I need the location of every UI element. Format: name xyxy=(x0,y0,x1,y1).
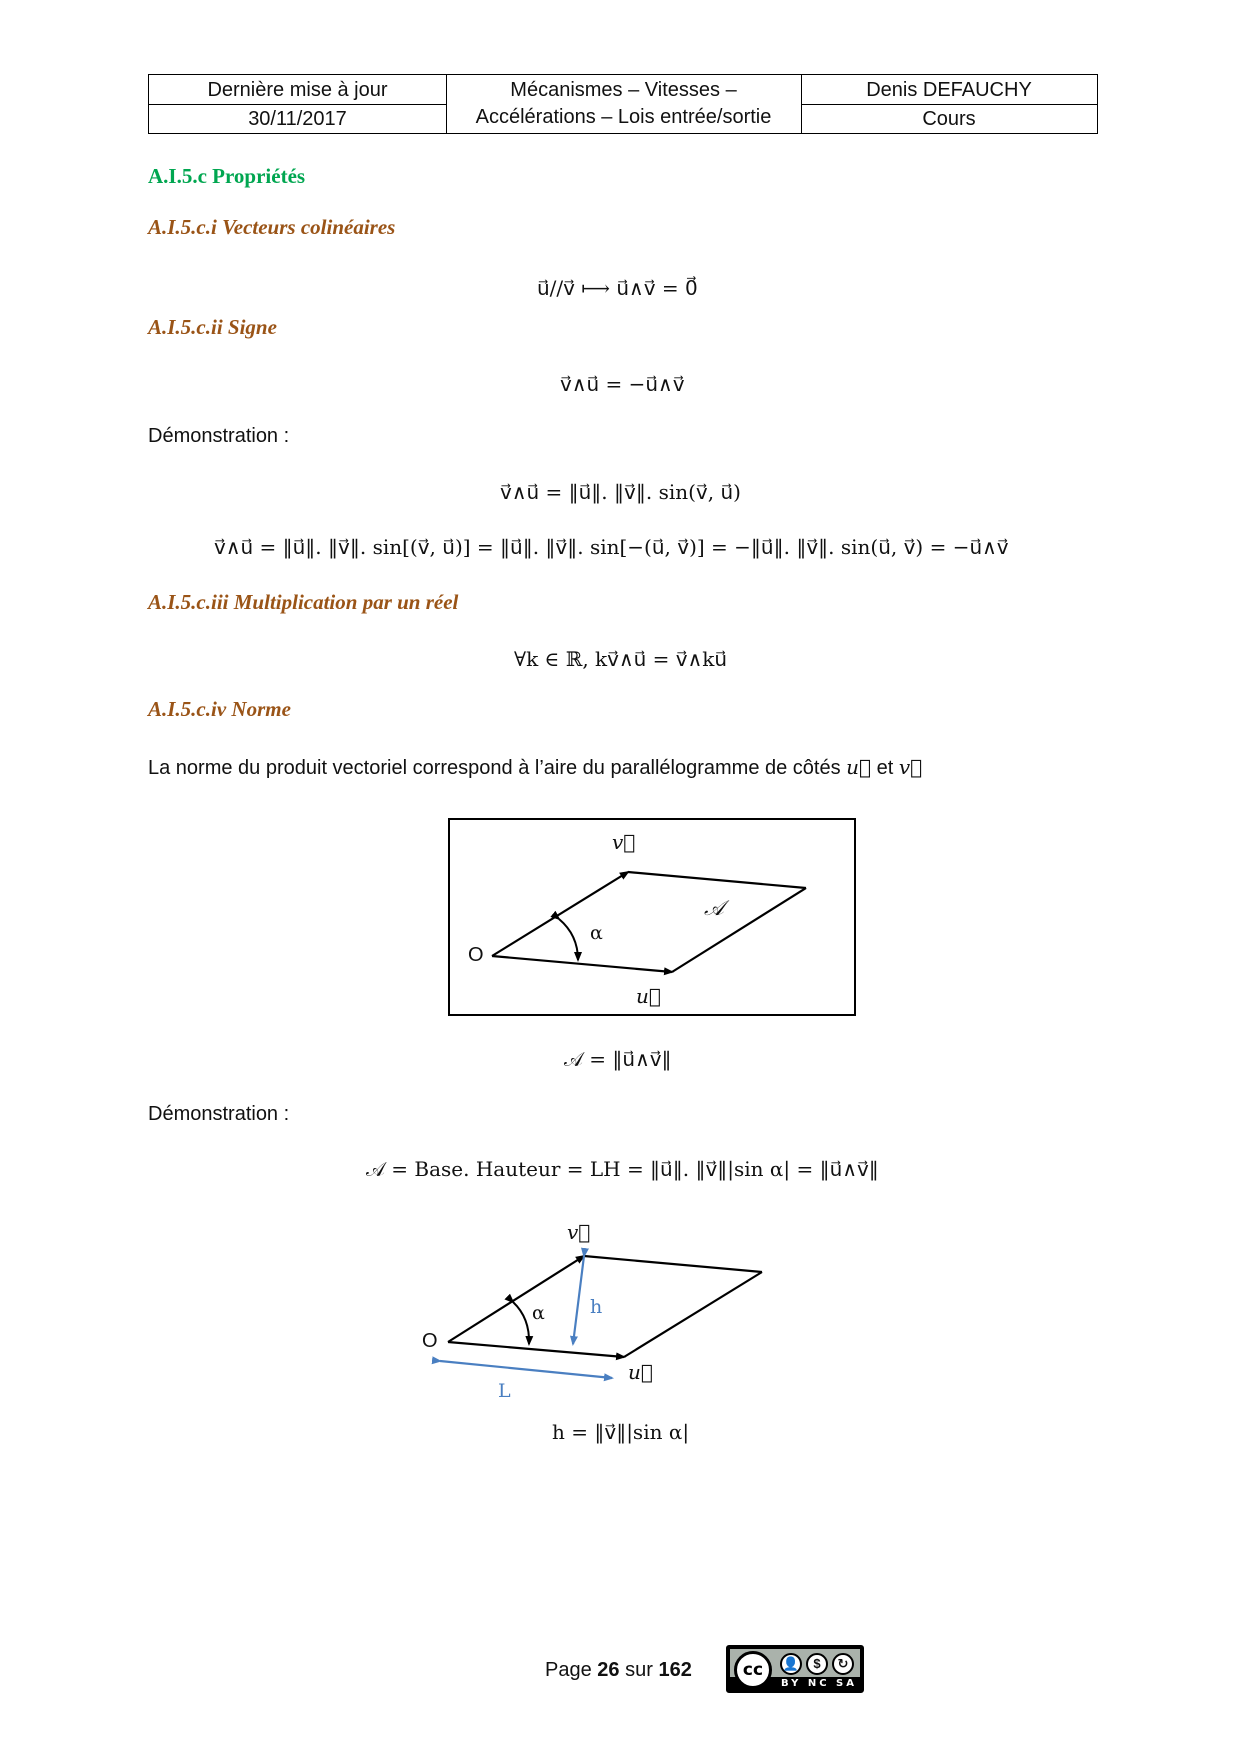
colinear-equation: u⃗//v⃗ ⟼ u⃗∧v⃗ = 0⃗ xyxy=(537,276,698,300)
area-equation: 𝒜 = ‖u⃗∧v⃗‖ xyxy=(564,1047,672,1071)
sign-demo-equation-1: v⃗∧u⃗ = ‖u⃗‖. ‖v⃗‖. sin(v⃗, u⃗) xyxy=(500,480,741,504)
vector-v-label: v⃗ xyxy=(898,755,923,779)
page-label: Page xyxy=(545,1659,592,1681)
last-update-label: Dernière mise à jour xyxy=(207,79,388,101)
demo-label: Démonstration : xyxy=(148,425,290,447)
sharealike-icon: ↻ xyxy=(832,1653,854,1675)
scalar-equation: ∀k ∈ ℝ, kv⃗∧u⃗ = v⃗∧ku⃗ xyxy=(514,647,728,671)
height-diagram xyxy=(410,1220,780,1420)
header-divider xyxy=(149,104,446,105)
subsection-title-norm: A.I.5.c.iv Norme xyxy=(148,697,291,721)
norm-description-text: La norme du produit vectoriel correspond à l’aire du parallélogramme de côtés xyxy=(148,757,841,779)
figure2-label-u: u⃗ xyxy=(628,1360,653,1384)
page-footer xyxy=(545,1659,692,1682)
page-of-label: sur xyxy=(625,1659,653,1681)
header-divider xyxy=(801,104,1097,105)
update-date: 30/11/2017 xyxy=(248,108,347,130)
figure1-label-origin: O xyxy=(468,944,484,966)
parallelogram-right-side xyxy=(672,888,806,972)
height-figure xyxy=(410,1220,780,1420)
sign-demo-equation-2: v⃗∧u⃗ = ‖u⃗‖. ‖v⃗‖. sin[(v⃗, u⃗)] = ‖u⃗‖. ‖v⃗‖. sin[−(u⃗, v⃗)] = −‖u⃗‖. ‖v⃗‖. sin(u⃗, v⃗) = −u⃗∧v⃗ xyxy=(214,535,1009,559)
license-badge xyxy=(726,1645,864,1693)
attribution-icon: 👤 xyxy=(780,1653,802,1675)
course-title-line1: Mécanismes – Vitesses – xyxy=(510,79,737,101)
vector-u-arrow xyxy=(492,956,672,972)
figure2-label-h: h xyxy=(590,1296,603,1318)
figure1-label-u: u⃗ xyxy=(636,984,661,1008)
document-type: Cours xyxy=(922,108,976,130)
figure1-label-alpha: α xyxy=(590,922,603,944)
subsection-title-colinear: A.I.5.c.i Vecteurs colinéaires xyxy=(148,215,396,239)
noncommercial-icon: $ xyxy=(806,1653,828,1675)
figure1-label-v: v⃗ xyxy=(612,830,636,854)
angle-arc xyxy=(559,919,578,960)
area-demo-equation: 𝒜 = Base. Hauteur = LH = ‖u⃗‖. ‖v⃗‖|sin α| = ‖u⃗∧v⃗‖ xyxy=(366,1157,879,1181)
figure2-label-alpha: α xyxy=(532,1302,545,1324)
figure2-label-base: L xyxy=(498,1380,511,1402)
vector-u-arrow xyxy=(448,1342,624,1357)
height-equation: h = ‖v⃗‖|sin α| xyxy=(552,1420,690,1444)
parallelogram-right-side xyxy=(624,1272,762,1357)
figure2-label-origin: O xyxy=(422,1330,438,1352)
norm-description xyxy=(148,755,922,780)
figure1-label-area: 𝒜 xyxy=(704,896,724,920)
figure2-label-v: v⃗ xyxy=(567,1220,591,1244)
vector-v-arrow xyxy=(492,872,628,956)
subsection-title-scalar: A.I.5.c.iii Multiplication par un réel xyxy=(148,590,459,614)
license-terms: BY NC SA xyxy=(781,1678,857,1689)
angle-arc xyxy=(513,1302,529,1344)
base-length-arrow xyxy=(440,1361,612,1378)
sign-equation: v⃗∧u⃗ = −u⃗∧v⃗ xyxy=(560,372,685,396)
parallelogram-top-side xyxy=(628,872,806,888)
parallelogram-figure xyxy=(448,818,856,1016)
parallelogram-top-side xyxy=(584,1256,762,1272)
subsection-title-sign: A.I.5.c.ii Signe xyxy=(148,315,277,339)
page-number: 26 xyxy=(597,1659,620,1681)
conjunction-text: et xyxy=(876,757,894,779)
section-title: A.I.5.c Propriétés xyxy=(148,164,306,188)
header-table xyxy=(148,74,1098,134)
page-total: 162 xyxy=(658,1659,692,1681)
vector-u-label: u⃗ xyxy=(846,755,872,779)
creative-commons-icon: cc xyxy=(734,1651,772,1689)
height-arrow xyxy=(573,1256,584,1344)
demo-label-2: Démonstration : xyxy=(148,1103,290,1125)
vector-v-arrow xyxy=(448,1256,584,1342)
author-name: Denis DEFAUCHY xyxy=(866,79,1032,101)
course-title-line2: Accélérations – Lois entrée/sortie xyxy=(475,106,772,128)
